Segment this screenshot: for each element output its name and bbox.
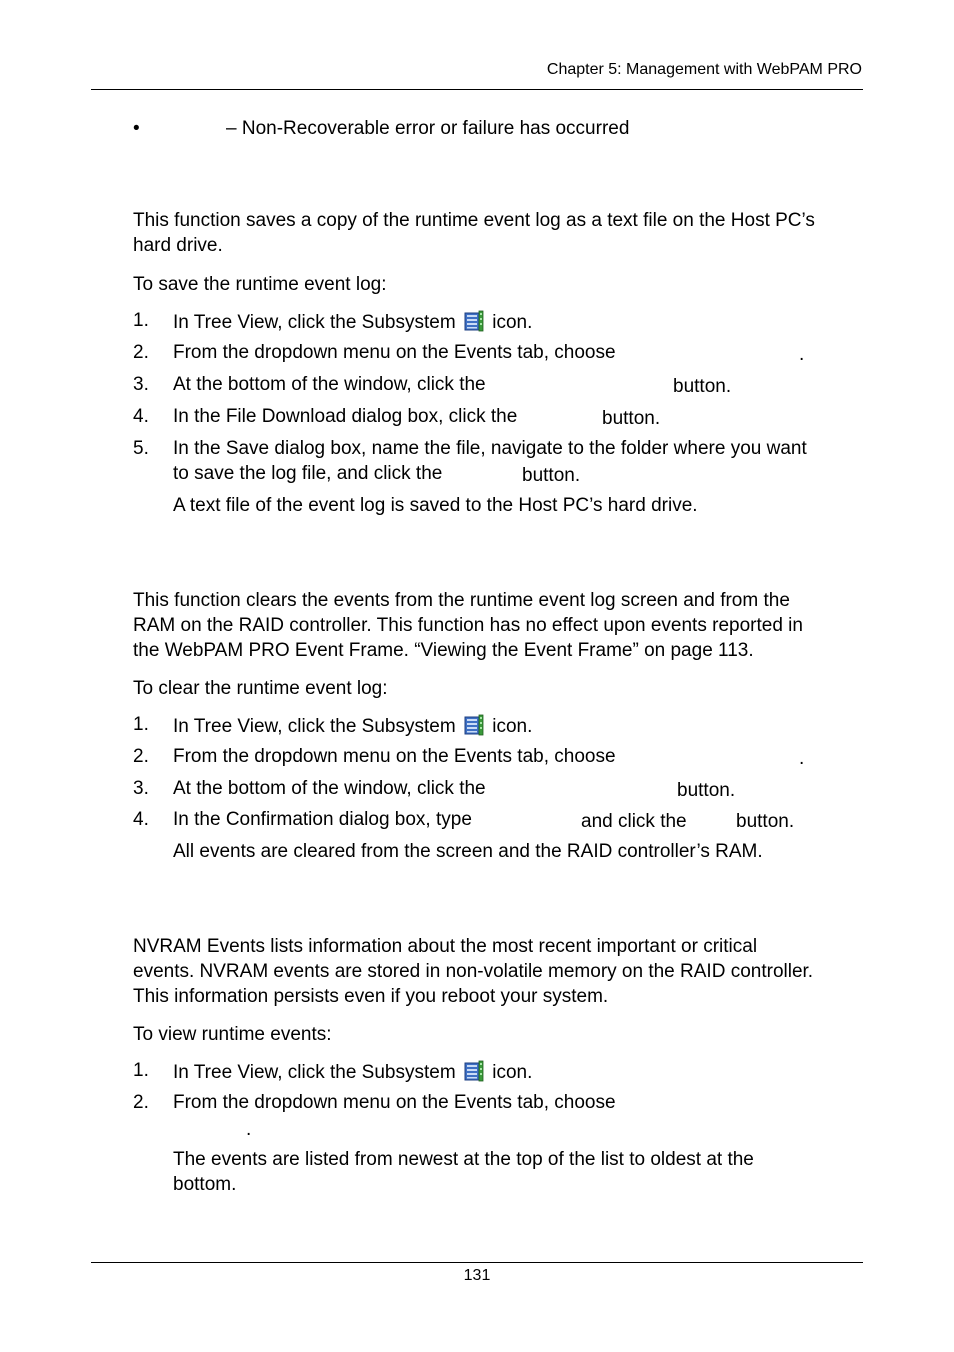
save-step-2-text: From the dropdown menu on the Events tab, choose [173,342,616,363]
clear-step-1-number: 1. [133,714,149,735]
nvram-lead: To view runtime events: [133,1024,332,1045]
save-step-3-end: button. [673,376,732,397]
clear-step-1-end: icon. [492,716,533,737]
save-step-4-number: 4. [133,406,149,427]
save-step-1 [173,310,532,334]
clear-lead: To clear the runtime event log: [133,678,388,699]
bullet-mark: • [133,118,140,139]
clear-result: All events are cleared from the screen and the RAID controller’s RAM. [173,841,763,862]
subsystem-icon [463,310,485,332]
clear-step-3-text: At the bottom of the window, click the [173,778,486,799]
clear-step-1 [173,714,532,738]
save-step-4-text: In the File Download dialog box, click the [173,406,518,427]
subsystem-icon [463,1060,485,1082]
save-intro-line-2: hard drive. [133,235,223,256]
nvram-intro-line-1: NVRAM Events lists information about the most recent important or critical [133,936,758,957]
nvram-result-line-1: The events are listed from newest at the top of the list to oldest at the [173,1149,754,1170]
nvram-step-2-number: 2. [133,1092,149,1113]
nvram-intro-line-2: events. NVRAM events are stored in non-volatile memory on the RAID controller. [133,961,814,982]
clear-step-2-end: . [799,748,805,769]
clear-intro-line-1: This function clears the events from the runtime event log screen and from the [133,590,790,611]
save-step-1-number: 1. [133,310,149,331]
save-step-5-line-2: to save the log file, and click the [173,463,443,484]
clear-intro-line-2: RAM on the RAID controller. This function has no effect upon events reported in [133,615,803,636]
clear-intro-line-3: the WebPAM PRO Event Frame. “Viewing the Event Frame” on page 113. [133,640,754,661]
save-step-1-end: icon. [492,312,533,333]
save-step-2-number: 2. [133,342,149,363]
nvram-step-2-text: From the dropdown menu on the Events tab, choose [173,1092,616,1113]
nvram-step-1-text: In Tree View, click the Subsystem [173,1062,456,1083]
save-step-5-line-1: In the Save dialog box, name the file, navigate to the folder where you want [173,438,807,459]
nvram-step-1 [173,1060,532,1084]
clear-step-1-text: In Tree View, click the Subsystem [173,716,456,737]
clear-step-4-number: 4. [133,809,149,830]
clear-step-2-number: 2. [133,746,149,767]
header-rule [91,89,863,90]
nvram-intro-line-3: This information persists even if you reboot your system. [133,986,609,1007]
save-step-2-end: . [799,344,805,365]
save-intro-line-1: This function saves a copy of the runtime event log as a text file on the Host PC’s [133,210,815,231]
clear-step-4-mid: and click the [581,811,687,832]
page-number: 131 [463,1267,491,1284]
subsystem-icon [463,714,485,736]
nvram-step-1-number: 1. [133,1060,149,1081]
clear-step-3-number: 3. [133,778,149,799]
save-step-5-number: 5. [133,438,149,459]
nvram-result-line-2: bottom. [173,1174,237,1195]
save-step-3-text: At the bottom of the window, click the [173,374,486,395]
save-step-4-end: button. [602,408,661,429]
save-step-5-end: button. [522,465,581,486]
save-step-3-number: 3. [133,374,149,395]
clear-step-4-text: In the Confirmation dialog box, type [173,809,472,830]
save-lead: To save the runtime event log: [133,274,387,295]
footer-rule [91,1262,863,1263]
bullet-text: – Non-Recoverable error or failure has occurred [226,118,630,139]
save-step-1-text: In Tree View, click the Subsystem [173,312,456,333]
nvram-step-1-end: icon. [492,1062,533,1083]
clear-step-4-end: button. [736,811,795,832]
save-result: A text file of the event log is saved to the Host PC’s hard drive. [173,495,698,516]
nvram-step-2-end: . [246,1119,252,1140]
clear-step-3-end: button. [677,780,736,801]
clear-step-2-text: From the dropdown menu on the Events tab, choose [173,746,616,767]
running-header: Chapter 5: Management with WebPAM PRO [546,61,862,78]
